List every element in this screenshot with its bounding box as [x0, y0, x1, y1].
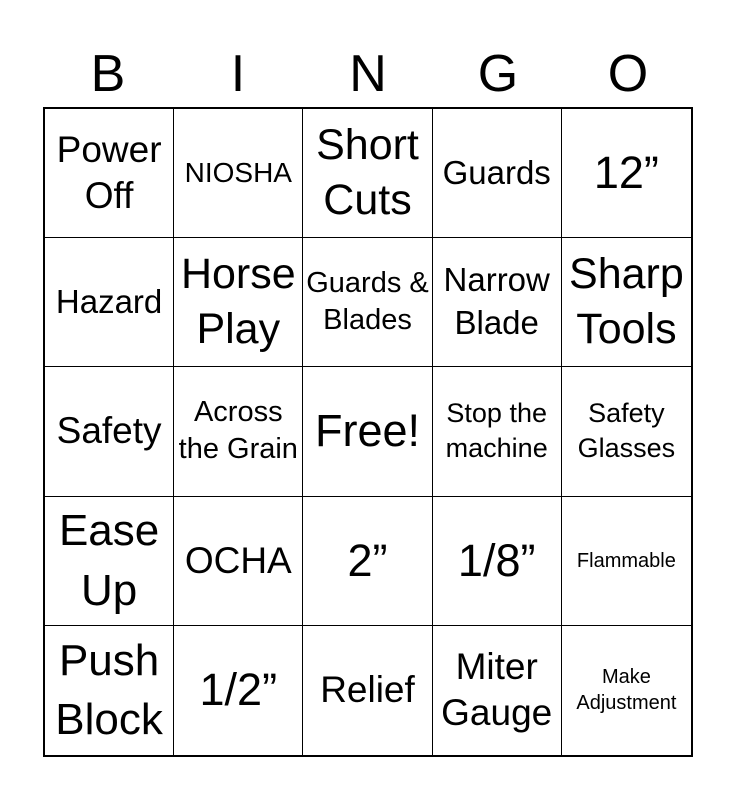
bingo-cell-push-block[interactable] [45, 626, 174, 755]
cell-text: Guards [442, 153, 551, 191]
bingo-cell-power-off[interactable] [45, 109, 174, 238]
cell-text: 1/2” [199, 664, 278, 716]
header-letter-i: I [230, 45, 246, 103]
bingo-cell-guards[interactable] [433, 109, 562, 238]
header-letter-b: B [90, 45, 126, 103]
bingo-cell-2-inch[interactable] [303, 497, 432, 626]
header-letter-n: N [349, 45, 387, 103]
bingo-cell-horse-play[interactable] [174, 238, 303, 367]
cell-text: Flammable [576, 549, 676, 572]
cell-text: Narrow Blade [443, 261, 550, 342]
cell-text: Free! [314, 405, 420, 457]
cell-text: 2” [347, 534, 388, 586]
cell-text: Miter Gauge [441, 646, 553, 734]
bingo-cell-hazard[interactable] [45, 238, 174, 367]
bingo-cell-sharp-tools[interactable] [562, 238, 691, 367]
cell-text: Hazard [55, 282, 163, 320]
cell-text: Sharp Tools [569, 250, 684, 354]
cell-text: Safety [56, 410, 162, 452]
cell-text: Across the Grain [178, 395, 298, 466]
bingo-cell-safety-glasses[interactable] [562, 367, 691, 496]
cell-text: 12” [593, 147, 659, 199]
cell-text: Push Block [55, 636, 163, 745]
header-letter-g: G [477, 45, 519, 103]
bingo-header [43, 40, 693, 108]
bingo-cell-miter-gauge[interactable] [433, 626, 562, 755]
bingo-cell-safety[interactable] [45, 367, 174, 496]
bingo-cell-1-2-inch[interactable] [174, 626, 303, 755]
bingo-cell-relief[interactable] [303, 626, 432, 755]
bingo-cell-flammable[interactable] [562, 497, 691, 626]
bingo-cell-free-space[interactable] [303, 367, 432, 496]
cell-text: Horse Play [180, 250, 296, 354]
bingo-cell-12-inch[interactable] [562, 109, 691, 238]
cell-text: Ease Up [58, 506, 160, 615]
bingo-cell-narrow-blade[interactable] [433, 238, 562, 367]
bingo-cell-niosha[interactable] [174, 109, 303, 238]
bingo-cell-1-8-inch[interactable] [433, 497, 562, 626]
bingo-cell-ease-up[interactable] [45, 497, 174, 626]
bingo-cell-across-the-grain[interactable] [174, 367, 303, 496]
bingo-cell-ocha[interactable] [174, 497, 303, 626]
bingo-board [43, 107, 693, 757]
bingo-cell-make-adjustment[interactable] [562, 626, 691, 755]
cell-text: Power Off [56, 128, 162, 217]
bingo-cell-short-cuts[interactable] [303, 109, 432, 238]
cell-text: Guards & Blades [306, 266, 429, 337]
cell-text: Relief [320, 669, 415, 711]
cell-text: Stop the machine [445, 397, 548, 464]
bingo-cell-stop-the-machine[interactable] [433, 367, 562, 496]
cell-text: 1/8” [457, 534, 536, 586]
header-letter-o: O [607, 45, 649, 103]
cell-text: OCHA [184, 539, 292, 581]
cell-text: Safety Glasses [577, 397, 676, 464]
cell-text: Make Adjustment [576, 666, 677, 715]
bingo-cell-guards-blades[interactable] [303, 238, 432, 367]
cell-text: Short Cuts [316, 121, 419, 225]
cell-text: NIOSHA [184, 156, 292, 188]
